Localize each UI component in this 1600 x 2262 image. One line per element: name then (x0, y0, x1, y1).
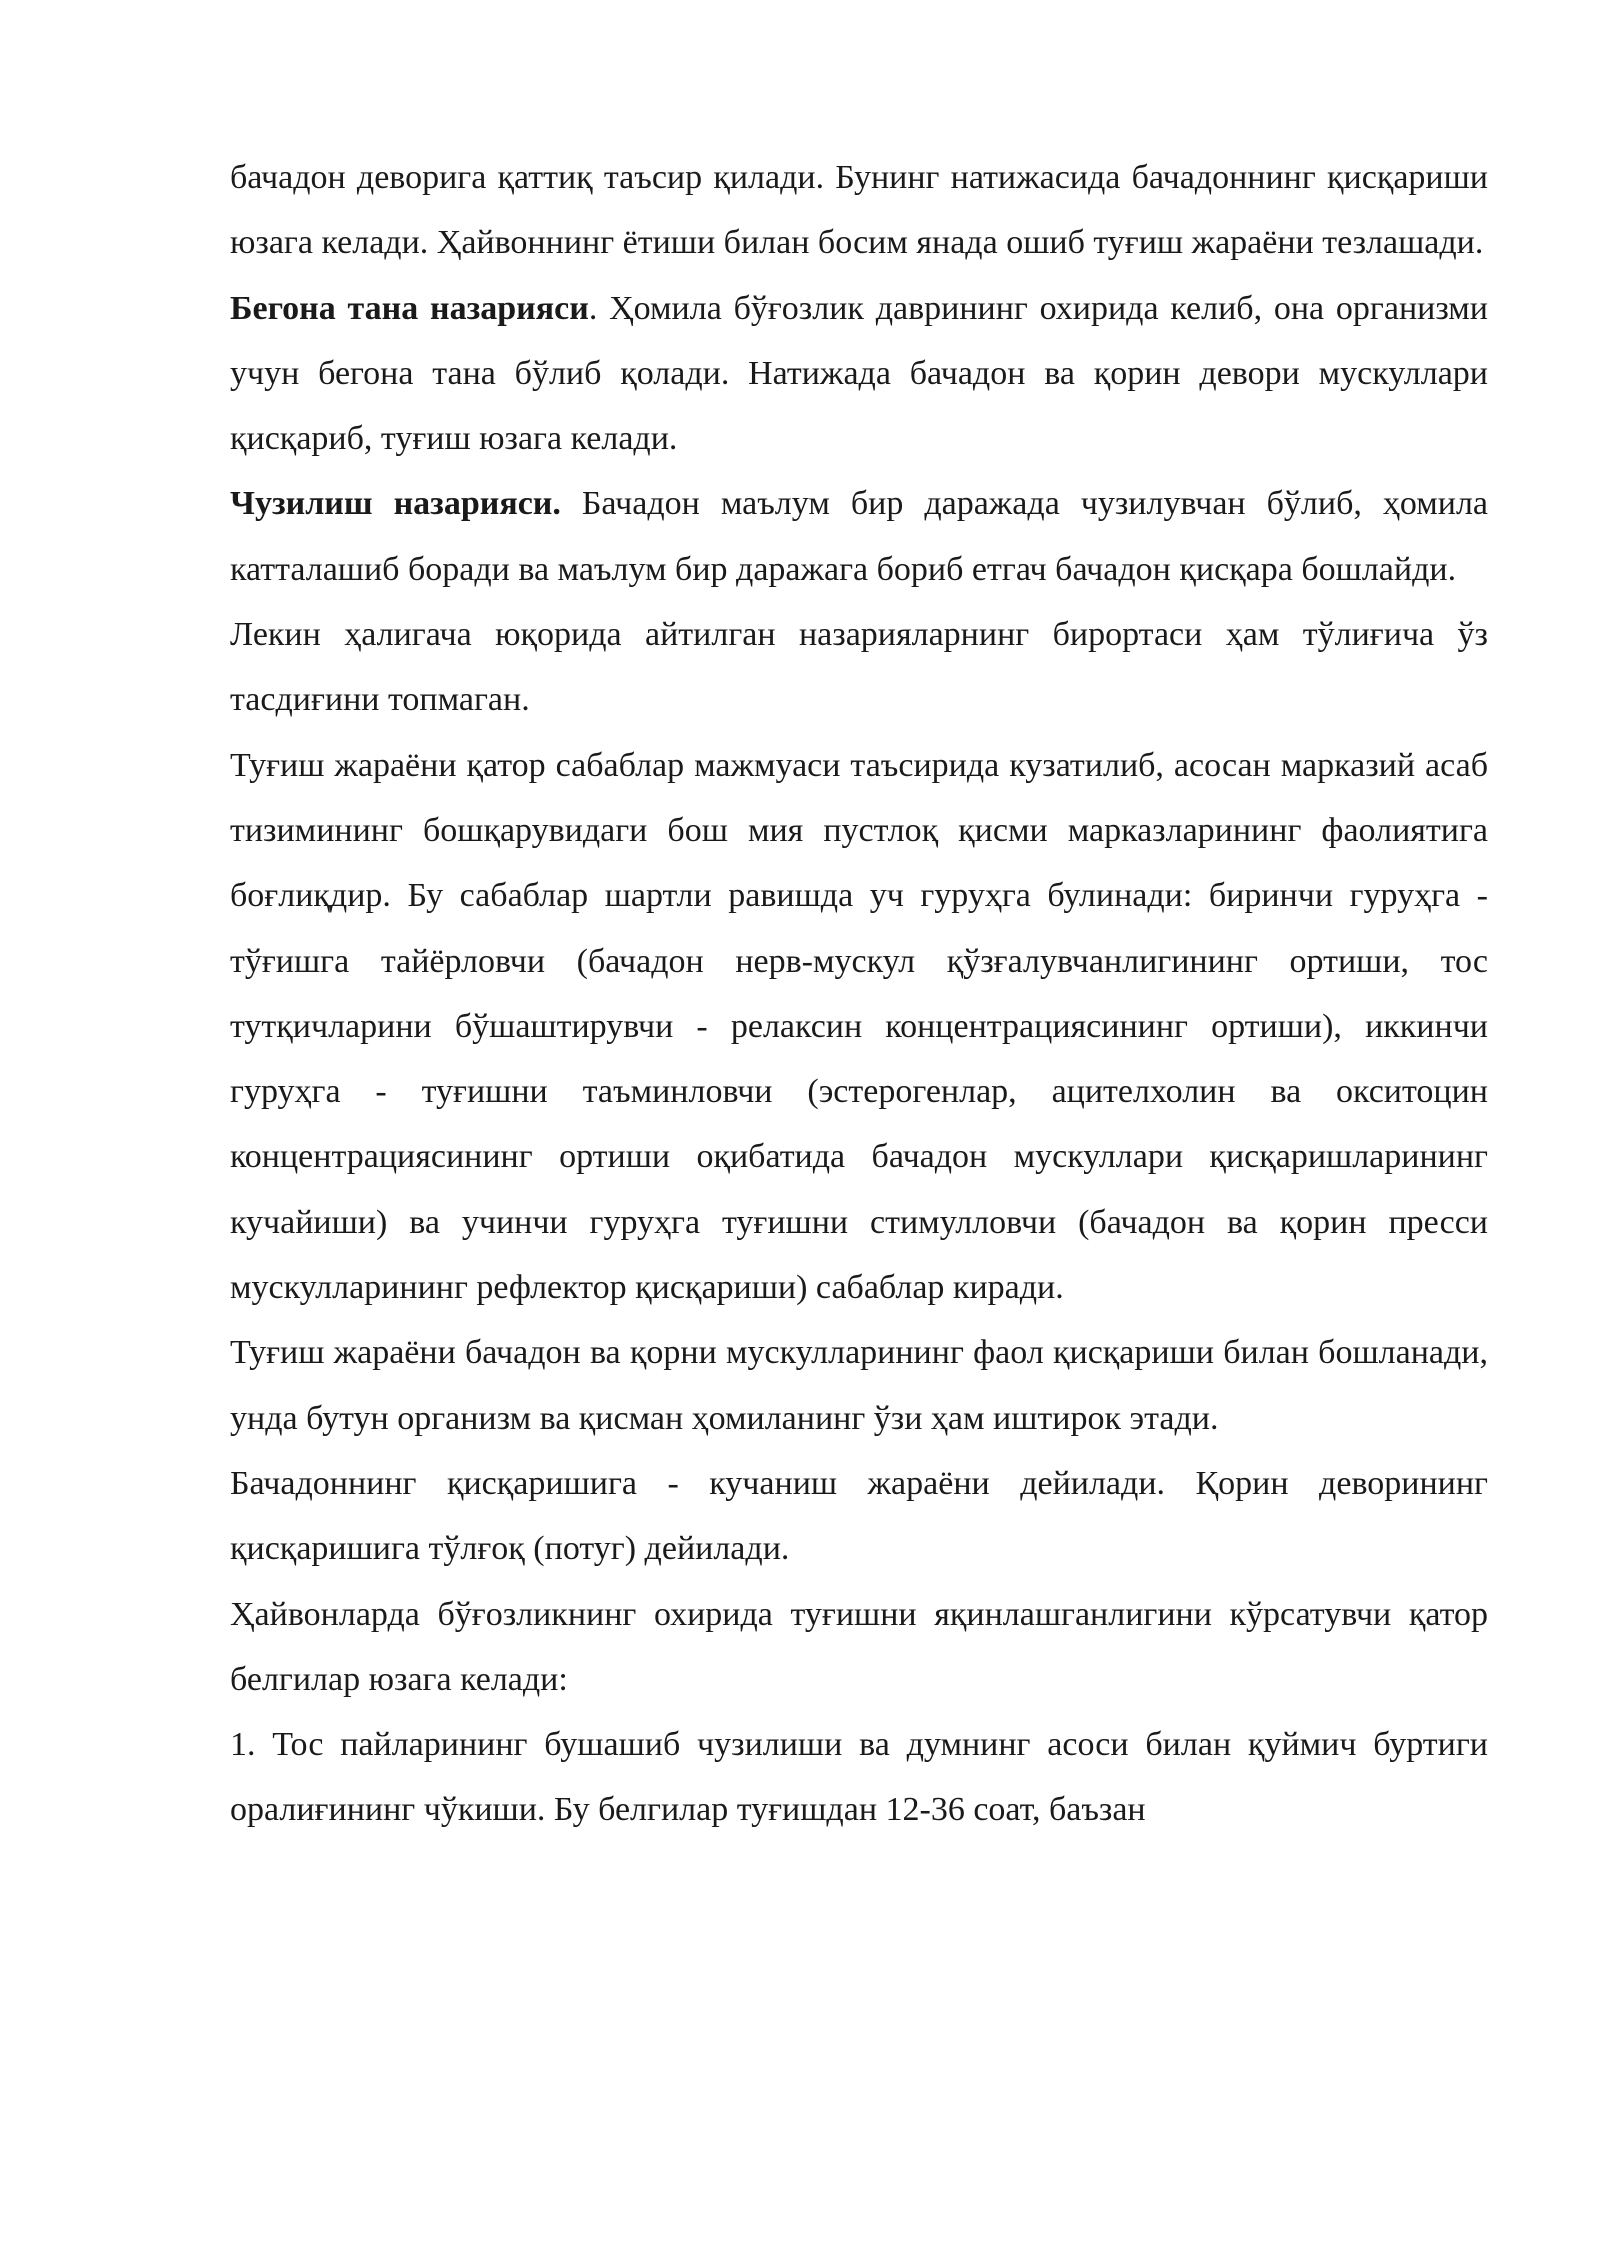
paragraph-6 (230, 1320, 1488, 1451)
paragraph-bold-lead: Бегона тана назарияси (230, 289, 589, 327)
paragraph-text: Ҳайвонларда бўғозликнинг охирида туғишни яқинлашганлигини кўрсатувчи қатор белгилар юзага келади: (230, 1595, 1488, 1698)
paragraph-9 (230, 1712, 1488, 1843)
paragraph-1 (230, 145, 1488, 276)
paragraph-bold-lead: Чузилиш назарияси. (230, 485, 561, 523)
paragraph-text: . Ҳомила бўғозлик даврининг охирида келиб, она организми учун бегона тана бўлиб қолади. Натижада бачадон ва қорин девори мускуллари қисқариб, туғиш юзага келади. (230, 289, 1488, 458)
paragraph-7 (230, 1451, 1488, 1582)
document-page (230, 145, 1488, 1843)
paragraph-text: 1. Тос пайларининг бушашиб чузилиши ва думнинг асоси билан қуймич буртиги оралиғининг чўкиши. Бу белгилар туғишдан 12-36 соат, баъзан (230, 1726, 1488, 1829)
paragraph-4 (230, 602, 1488, 733)
paragraph-3 (230, 471, 1488, 602)
paragraph-5 (230, 733, 1488, 1321)
paragraph-text: Туғиш жараёни қатор сабаблар мажмуаси таъсирида кузатилиб, асосан марказий асаб тизимининг бошқарувидаги бош мия пустлоқ қисми марказларининг фаолиятига боғлиқдир. Бу сабаблар шартли равишда уч гуруҳга булинади: биринчи гуруҳга - тўғишга тайёрловчи (бачадон нерв-мускул қўзғалувчанлигининг ортиши, тос тутқичларини бўшаштирувчи - релаксин концентрациясининг ортиши), иккинчи гуруҳга - туғишни таъминловчи (эстерогенлар, ацителхолин ва окситоцин концентрациясининг ортиши оқибатида бачадон мускуллари қисқаришларининг кучайиши) ва учинчи гуруҳга туғишни стимулловчи (бачадон ва қорин пресси мускулларининг рефлектор қисқариши) сабаблар киради. (230, 746, 1488, 1307)
paragraph-text: Бачадон маълум бир даражада чузилувчан бўлиб, ҳомила катталашиб боради ва маълум бир даражага бориб етгач бачадон қисқара бошлайди. (230, 485, 1488, 588)
paragraph-text: Лекин ҳалигача юқорида айтилган назарияларнинг бирортаси ҳам тўлиғича ўз тасдиғини топмаган. (230, 616, 1488, 719)
paragraph-text: Туғиш жараёни бачадон ва қорни мускулларининг фаол қисқариши билан бошланади, унда бутун организм ва қисман ҳомиланинг ўзи ҳам иштирок этади. (230, 1334, 1488, 1437)
paragraph-8 (230, 1582, 1488, 1713)
paragraph-text: Бачадоннинг қисқаришига - кучаниш жараёни дейилади. Қорин деворининг қисқаришига тўлғоқ (потуг) дейилади. (230, 1464, 1488, 1568)
paragraph-text: бачадон деворига қаттиқ таъсир қилади. Бунинг натижасида бачадоннинг қисқариши юзага келади. Ҳайвоннинг ётиши билан босим янада ошиб туғиш жараёни тезлашади. (230, 159, 1488, 262)
paragraph-2 (230, 276, 1488, 472)
